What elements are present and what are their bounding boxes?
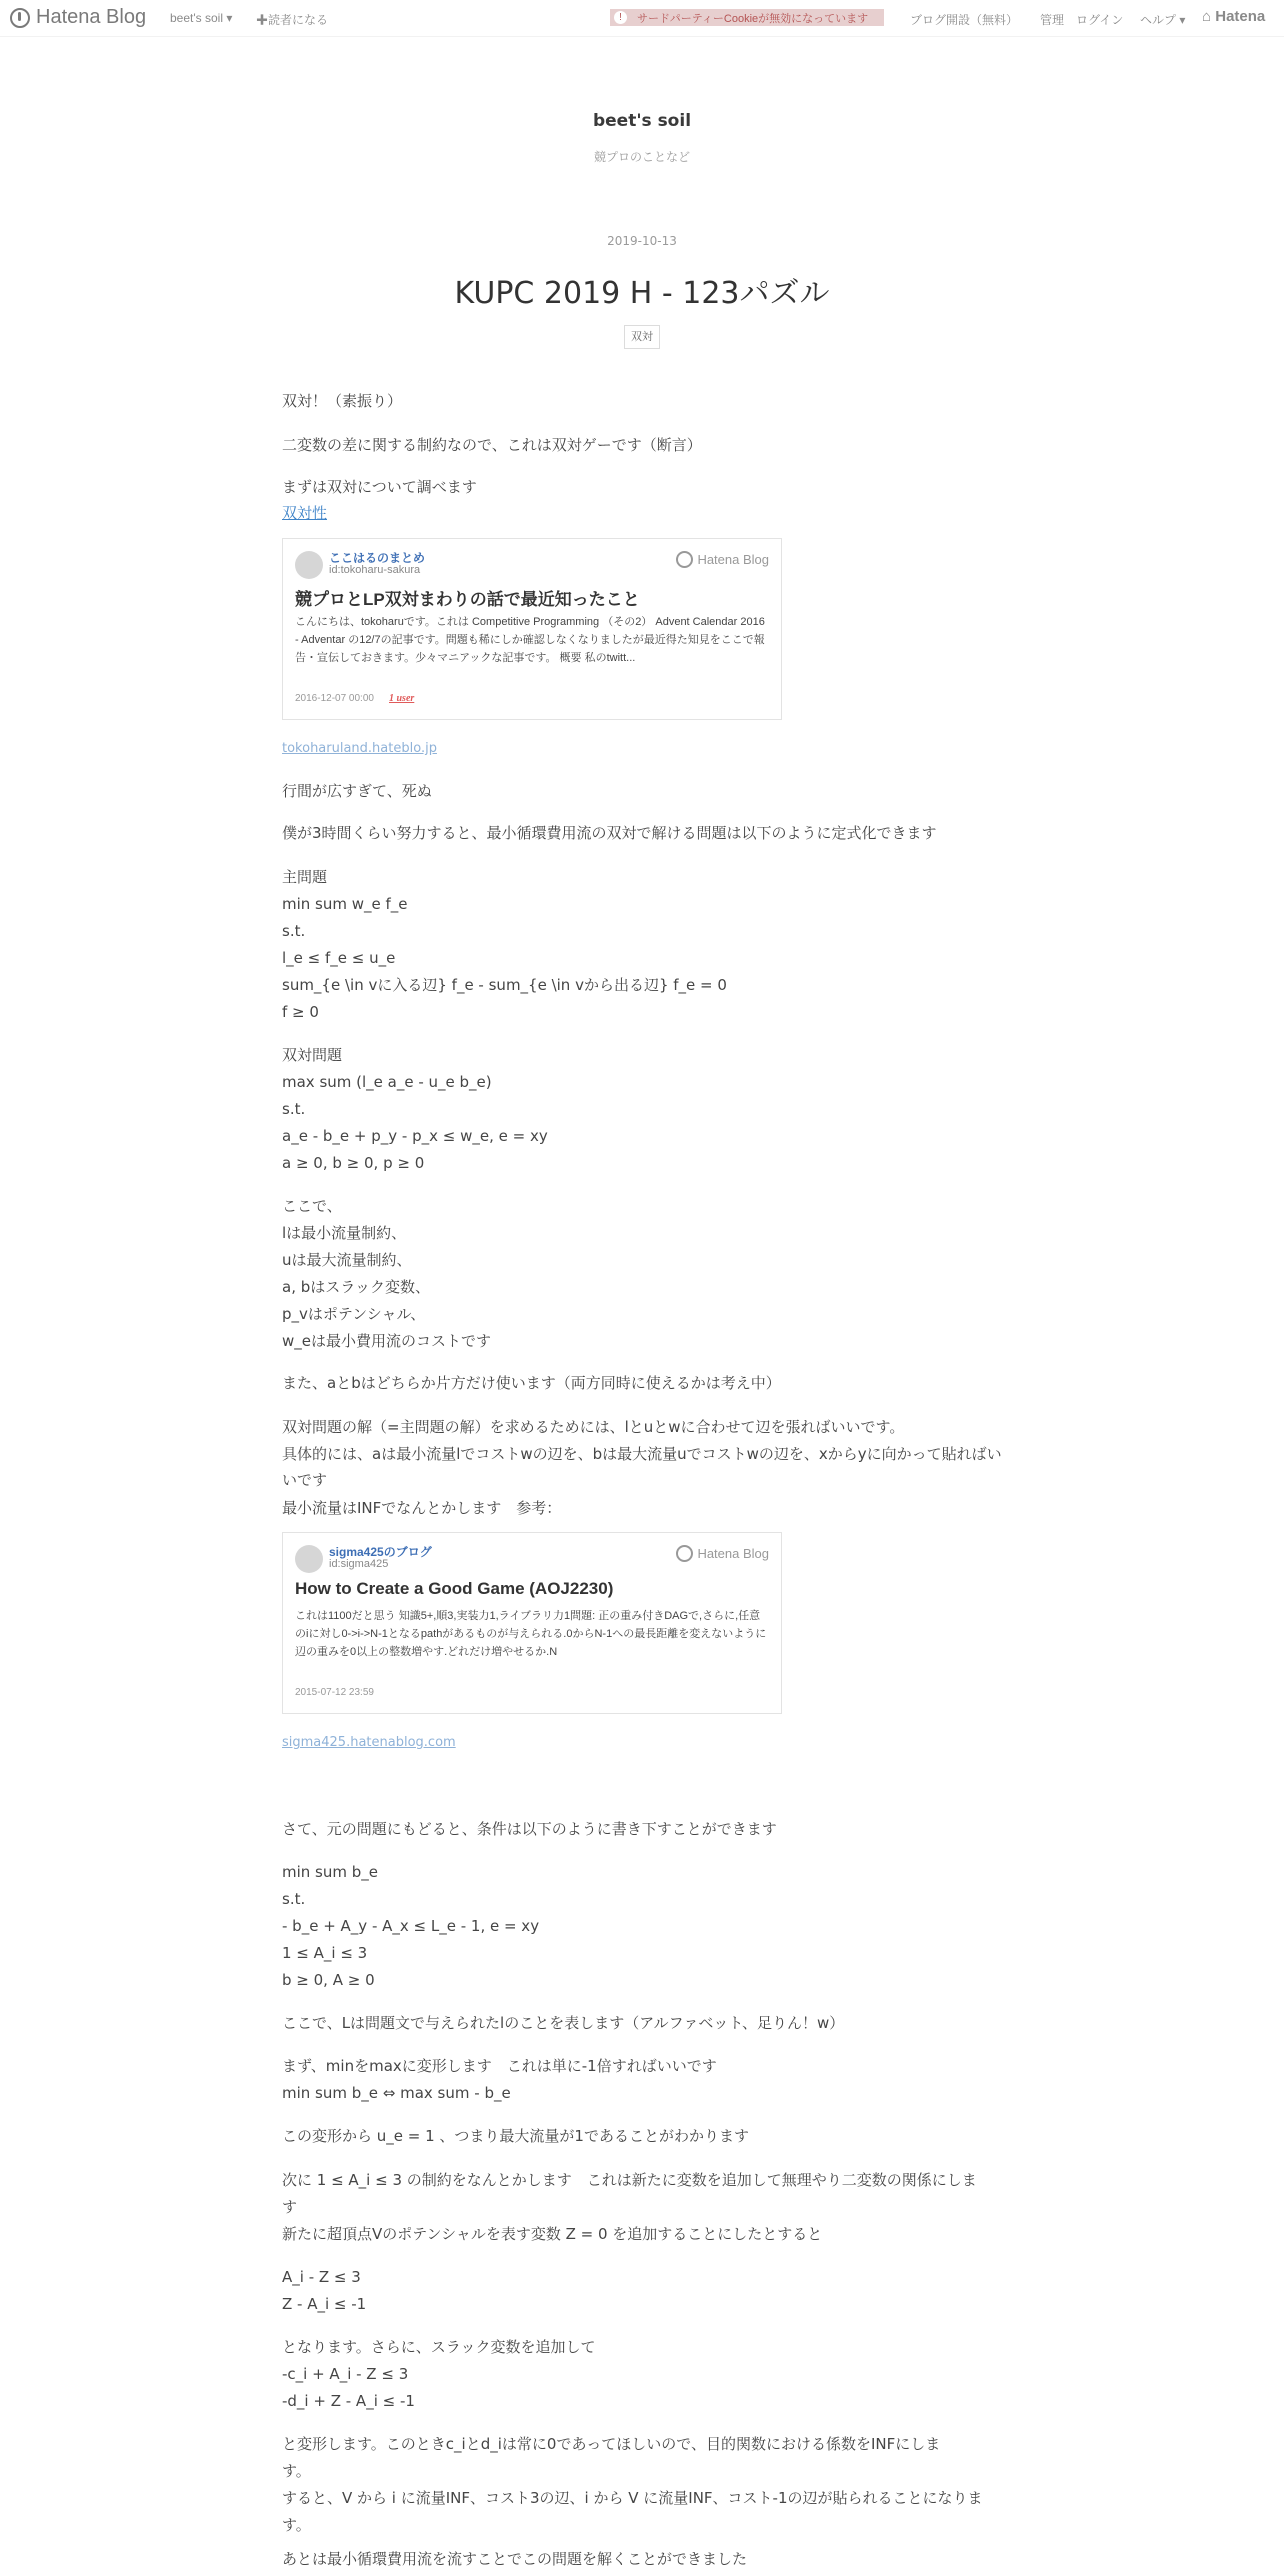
paragraph: a, bはスラック変数、: [282, 1278, 430, 1296]
hatena-blog-brand: [676, 1545, 769, 1562]
card-author-id: id:tokoharu-sakura: [329, 564, 421, 576]
formula-line: 1 ≤ A_i ≤ 3: [282, 1944, 368, 1962]
paragraph: 行間が広すぎて、死ぬ: [282, 782, 432, 800]
brand-text: Hatena Blog: [697, 1546, 769, 1561]
card-description: こんにちは、tokoharuです。これは Competitive Programming （その2） Advent Calendar 2016 - Adventar の12/7の記事です。問題も稀にしか確認しなくなりましたが最近得た知見をここで報告・宣伝しておきます。少々マニアックな記事です。 概要 私のtwitt...: [295, 616, 765, 664]
entry-title[interactable]: KUPC 2019 H - 123パズル: [454, 276, 830, 311]
formula-line: min sum b_e: [282, 1863, 379, 1881]
formula-line: b ≥ 0, A ≥ 0: [282, 1971, 375, 1989]
admin-link[interactable]: 管理: [1040, 13, 1065, 27]
blog-title[interactable]: beet's soil: [592, 111, 692, 131]
avatar: [295, 551, 323, 579]
card-author[interactable]: ここはるのまとめ: [329, 551, 426, 565]
blog-embed-card[interactable]: [282, 538, 782, 720]
paragraph: と変形します。このときc_iとd_iは常に0であってほしいので、目的関数における係数をINFにしま: [282, 2435, 941, 2453]
paragraph: あとは最小循環費用流を流すことでこの問題を解くことができました: [282, 2550, 748, 2568]
help-menu[interactable]: ヘルプ ▾: [1140, 13, 1186, 27]
formula-line: -c_i + A_i - Z ≤ 3: [282, 2365, 409, 2383]
formula-line: a ≥ 0, b ≥ 0, p ≥ 0: [282, 1154, 425, 1172]
formula-line: sum_{e \in vに入る辺} f_e - sum_{e \in vから出る辺} f_e = 0: [282, 976, 727, 994]
card-author[interactable]: sigma425のブログ: [329, 1545, 432, 1559]
hatena-text: Hatena: [1215, 8, 1266, 25]
formula-line: l_e ≤ f_e ≤ u_e: [282, 949, 396, 967]
formula-line: Z - A_i ≤ -1: [282, 2295, 367, 2313]
global-header: [0, 0, 1284, 37]
card-date: 2016-12-07 00:00: [295, 693, 374, 704]
formula-line: a_e - b_e + p_y - p_x ≤ w_e, e = xy: [282, 1127, 548, 1145]
paragraph: uは最大流量制約、: [282, 1251, 412, 1269]
signup-link[interactable]: ブログ開設（無料）: [910, 13, 1019, 27]
paragraph: ここで、Lは問題文で与えられたlのことを表します（アルファベット、足りん！w）: [282, 2014, 845, 2032]
paragraph: この変形から u_e = 1 、つまり最大流量が1であることがわかります: [282, 2127, 749, 2145]
bookmark-users[interactable]: 1 user: [389, 693, 415, 704]
blog-description: 競プロのことなど: [593, 150, 690, 164]
paragraph: 双対！（素振り）: [282, 392, 403, 410]
paragraph: w_eは最小費用流のコストです: [282, 1332, 491, 1350]
formula-line: s.t.: [282, 1890, 306, 1908]
paragraph: lは最小流量制約、: [282, 1224, 407, 1242]
card-date: 2015-07-12 23:59: [295, 1687, 374, 1698]
subscribe-button[interactable]: ✚読者になる: [256, 13, 329, 27]
formula-line: f ≥ 0: [282, 1003, 319, 1021]
hatena-logo-icon: [676, 551, 693, 568]
formula-line: s.t.: [282, 922, 306, 940]
paragraph: 新たに超頂点Vのポテンシャルを表す変数 Z = 0 を追加することにしたとすると: [282, 2225, 823, 2243]
paragraph: 最小流量はINFでなんとかします 参考：: [282, 1499, 562, 1517]
formula-line: A_i - Z ≤ 3: [282, 2268, 361, 2286]
logo-text: Hatena Blog: [36, 6, 147, 28]
paragraph: 次に 1 ≤ A_i ≤ 3 の制約をなんとかします これは新たに変数を追加して無理やり二変数の関係にしま: [282, 2171, 977, 2189]
cookie-notice-text: サードパーティーCookieが無効になっています: [637, 12, 869, 25]
paragraph: すると、V から i に流量INF、コスト3の辺、i から V に流量INF、コスト-1の辺が貼られることになりま: [282, 2489, 983, 2507]
source-link[interactable]: tokoharuland.hateblo.jp: [282, 741, 437, 756]
category-tag[interactable]: 双対: [624, 325, 660, 349]
duality-link[interactable]: 双対性: [282, 504, 328, 522]
formula-line: max sum (l_e a_e - u_e b_e): [282, 1073, 492, 1091]
hatena-mark-icon: ⌂: [1202, 8, 1212, 25]
card-title[interactable]: How to Create a Good Game (AOJ2230): [295, 1579, 614, 1598]
hatena-logo-icon: [10, 8, 30, 28]
paragraph: す。: [282, 2516, 311, 2534]
hatena-logo-icon: [676, 1545, 693, 1562]
paragraph: 双対問題の解（=主問題の解）を求めるためには、lとuとwに合わせて辺を張ればいいです。: [282, 1418, 905, 1436]
paragraph: す: [282, 2198, 298, 2216]
paragraph: 具体的には、aは最小流量lでコストwの辺を、bは最大流量uでコストwの辺を、xからyに向かって貼ればいいです: [282, 1445, 1002, 1489]
formula-line: min sum b_e ⇔ max sum - b_e: [282, 2084, 511, 2102]
card-author-id: id:sigma425: [329, 1558, 389, 1570]
cookie-notice[interactable]: [610, 9, 884, 26]
brand-text: Hatena Blog: [697, 552, 769, 567]
blog-embed-card[interactable]: [282, 1532, 782, 1714]
paragraph: す。: [282, 2462, 311, 2480]
avatar: [295, 1545, 323, 1573]
formula-line: -d_i + Z - A_i ≤ -1: [282, 2392, 415, 2410]
paragraph: ここで、: [282, 1197, 342, 1215]
hatena-menu-button[interactable]: [1202, 8, 1265, 25]
primal-heading: 主問題: [282, 868, 328, 886]
source-link[interactable]: sigma425.hatenablog.com: [282, 1735, 456, 1750]
paragraph: まず、minをmaxに変形します これは単に-1倍すればいいです: [282, 2057, 717, 2075]
hatena-blog-brand: [676, 551, 769, 568]
card-description: これは1100だと思う 知識5+,順3,実装力1,ライブラリ力1問題: 正の重み付きDAGで,さらに,任意のiに対し0->i->N-1となるpathがあるものが与えられる.0からN-1への最長距離を変えないように辺の重みを0以上の整数増やす.どれだけ増やせるか.N: [295, 1610, 767, 1658]
paragraph: 僕が3時間くらい努力すると、最小循環費用流の双対で解ける問題は以下のように定式化できます: [282, 824, 937, 842]
paragraph: p_vはポテンシャル、: [282, 1305, 426, 1323]
info-icon: !: [614, 11, 627, 24]
hatena-blog-logo[interactable]: [10, 6, 146, 29]
paragraph: 二変数の差に関する制約なので、これは双対ゲーです（断言）: [282, 436, 702, 454]
paragraph: さて、元の問題にもどると、条件は以下のように書き下すことができます: [282, 1820, 777, 1838]
dual-heading: 双対問題: [282, 1046, 343, 1064]
paragraph: となります。さらに、スラック変数を追加して: [282, 2338, 596, 2356]
formula-line: s.t.: [282, 1100, 306, 1118]
formula-line: - b_e + A_y - A_x ≤ L_e - 1, e = xy: [282, 1917, 540, 1935]
formula-line: min sum w_e f_e: [282, 895, 408, 913]
card-title[interactable]: 競プロとLP双対まわりの話で最近知ったこと: [295, 590, 640, 609]
blog-menu-button[interactable]: beet's soil ▾: [170, 11, 233, 25]
entry-date[interactable]: 2019-10-13: [607, 234, 677, 248]
login-link[interactable]: ログイン: [1076, 13, 1124, 27]
paragraph: まずは双対について調べます: [282, 478, 477, 496]
paragraph: また、aとbはどちらか片方だけ使います（両方同時に使えるかは考え中）: [282, 1374, 781, 1392]
